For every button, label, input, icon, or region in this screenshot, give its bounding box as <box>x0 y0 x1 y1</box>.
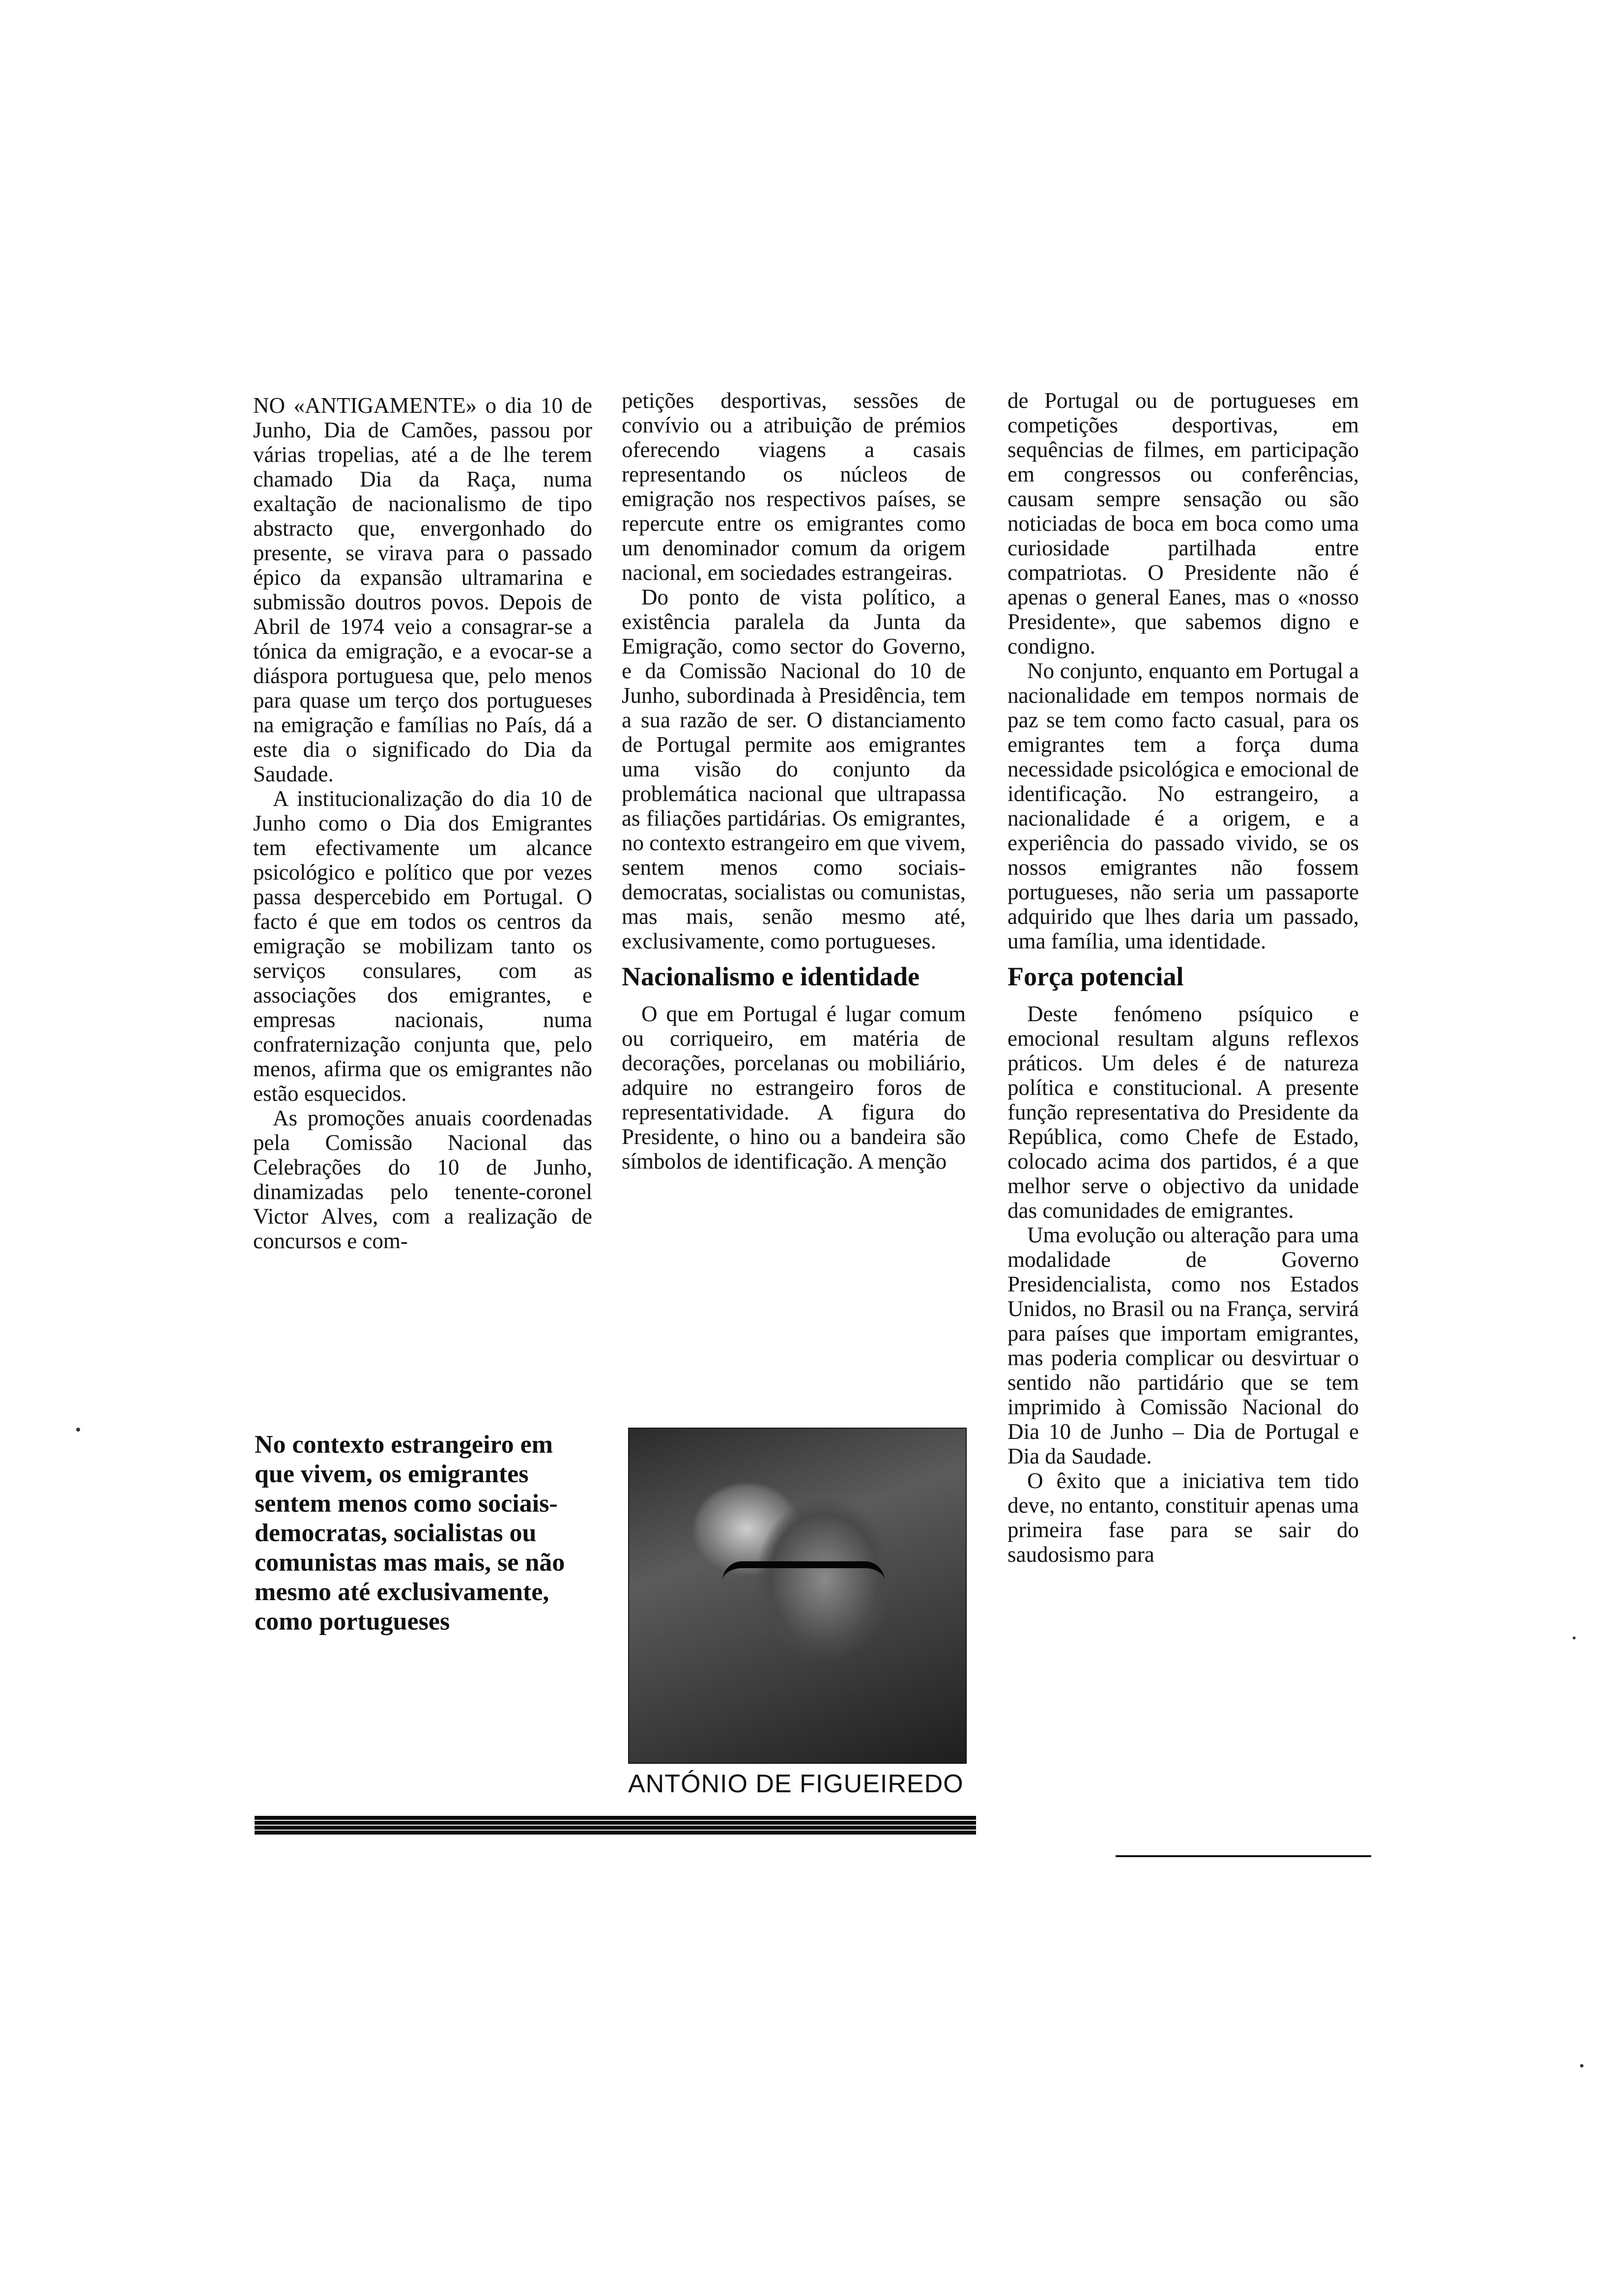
paragraph: O êxito que a iniciativa tem tido deve, no entanto, constituir apenas uma primeira fase para se sair do saudosismo para <box>1008 1468 1359 1567</box>
subheading-forca-potencial: Força potencial <box>1008 962 1184 991</box>
pull-quote: No contexto estrangeiro em que vivem, os emigrantes sentem menos como sociais-democratas, socialistas ou comunistas mas mais, se não mesmo até exclusivamente, como portugueses <box>255 1431 565 1636</box>
scan-speck <box>76 1428 80 1432</box>
paragraph: O que em Portugal é lugar comum ou corriqueiro, em matéria de decorações, porcelanas ou mobiliário, adquire no estrangeiro foros de representatividade. A figura do Presidente, o hino ou a bandeira são símbolos de identificação. A menção <box>622 1002 966 1174</box>
scan-speck <box>1580 2064 1583 2067</box>
paragraph: As promoções anuais coordenadas pela Comissão Nacional das Celebrações do 10 de Junho, dinamizadas pelo tenente-coronel Victor Alves, com a realização de concursos e com- <box>253 1106 592 1253</box>
subheading-nacionalismo: Nacionalismo e identidade <box>622 962 920 991</box>
paragraph: petições desportivas, sessões de convívio ou a atribuição de prémios oferecendo viagens a casais representando os núcleos de emigração nos respectivos países, se repercute entre os emigrantes como um denominador comum da origem nacional, em sociedades estrangeiras. <box>622 388 966 585</box>
glasses-shape <box>722 1561 885 1603</box>
photo-caption-author: ANTÓNIO DE FIGUEIREDO <box>628 1770 964 1798</box>
author-photo <box>628 1428 967 1764</box>
scan-speck <box>1573 1636 1576 1639</box>
paragraph: A institucionalização do dia 10 de Junho como o Dia dos Emigrantes tem efectivamente um alcance psicológico e político que por vezes passa despercebido em Portugal. O facto é que em todos os centros da emigração se mobilizam tanto os serviços consulares, com as associações dos emigrantes, e empresas nacionais, numa confraternização conjunta que, pelo menos, afirma que os emigrantes não estão esquecidos. <box>253 786 592 1106</box>
paragraph: NO «ANTIGAMENTE» o dia 10 de Junho, Dia de Camões, passou por várias tropelias, até a de lhe terem chamado Dia da Raça, numa exaltação de nacionalismo de tipo abstracto que, envergonhado do presente, se virava para o passado épico da expansão ultramarina e submissão doutros povos. Depois de Abril de 1974 veio a consagrar-se a tónica da emigração, e a evocar-se a diáspora portuguesa que, pelo menos para quase um terço dos portugueses na emigração e famílias no País, dá a este dia o significado do Dia da Saudade. <box>253 393 592 786</box>
paragraph: Do ponto de vista político, a existência paralela da Junta da Emigração, como sector do Governo, e da Comissão Nacional do 10 de Junho, subordinada à Presidência, tem a sua razão de ser. O distanciamento de Portugal permite aos emigrantes uma visão do conjunto da problemática nacional que ultrapassa as filiações partidárias. Os emigrantes, no contexto estrangeiro em que vivem, sentem menos como sociais-democratas, socialistas ou comunistas, mas mais, senão mesmo até, exclusivamente, como portugueses. <box>622 585 966 953</box>
bottom-rule <box>255 1816 976 1835</box>
paragraph: No conjunto, enquanto em Portugal a nacionalidade em tempos normais de paz se tem como facto casual, para os emigrantes tem a força duma necessidade psicológica e emocional de identificação. No estrangeiro, a nacionalidade é a origem, e a experiência do passado vivido, se os nossos emigrantes não fossem portugueses, não seria um passaporte adquirido que lhes daria um passado, uma família, uma identidade. <box>1008 659 1359 953</box>
paragraph: de Portugal ou de portugueses em competições desportivas, em sequências de filmes, em participação em congressos ou conferências, causam sempre sensação ou são noticiadas de boca em boca como uma curiosidade partilhada entre compatriotas. O Presidente não é apenas o general Eanes, mas o «nosso Presidente», que sabemos digno e condigno. <box>1008 388 1359 659</box>
article-column-2 <box>622 388 966 1174</box>
paragraph: Uma evolução ou alteração para uma modalidade de Governo Presidencialista, como nos Estados Unidos, no Brasil ou na França, servirá para países que importam emigrantes, mas poderia complicar ou desvirtuar o sentido não partidário que se tem imprimido à Comissão Nacional do Dia 10 de Junho – Dia de Portugal e Dia da Saudade. <box>1008 1223 1359 1468</box>
article-column-1 <box>253 393 592 1253</box>
paragraph: Deste fenómeno psíquico e emocional resultam alguns reflexos práticos. Um deles é de natureza política e constitucional. A presente função representativa do Presidente da República, como Chefe de Estado, colocado acima dos partidos, é a que melhor serve o objectivo da unidade das comunidades de emigrantes. <box>1008 1002 1359 1223</box>
article-column-3 <box>1008 388 1359 1567</box>
column-end-rule <box>1116 1855 1371 1857</box>
